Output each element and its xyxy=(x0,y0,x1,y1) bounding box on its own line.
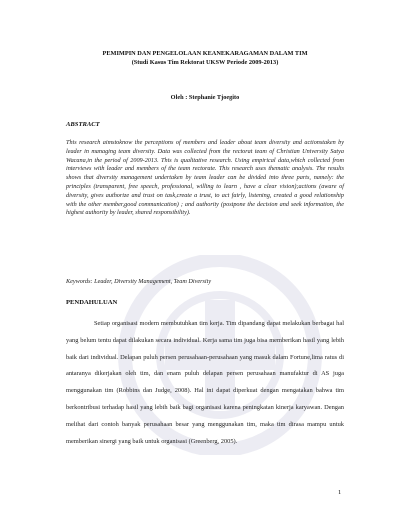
paper-title xyxy=(66,50,344,67)
abstract-heading: ABSTRACT xyxy=(66,121,100,128)
page-number: 1 xyxy=(338,489,342,496)
author-line: Oleh : Stephanie Tjoegito xyxy=(170,94,240,101)
title-line-1: PEMIMPIN DAN PENGELOLAAN KEANEKARAGAMAN DALAM TIM xyxy=(102,50,308,57)
body-paragraph: Setiap organisasi modern membutuhkan tim kerja. Tim dipandang dapat melakukan berbagai hal yang belum tentu dapat dilakukan secara individual. Kerja sama tim juga bisa memberikan hasil yang lebih baik dari individual. Delapan puluh persen perusahaan-perusahaan yang masuk dalam Fortune,lima ratus di antaranya dikerjakan oleh tim, dan enam puluh delapan persen perusahaan manufaktur di AS juga menggunakan tim (Robbins dan Judge, 2008). Hal ini dapat diperkuat dengan mengatakan bahwa tim berkontribusi terhadap hasil yang lebih baik bagi organisasi karena peningkatan kinerja karyawan. Dengan melihat dari contoh banyak perusahaan besar yang menggunakan tim, maka tim dirasa mampu untuk memberikan sinergi yang baik untuk organisasi (Greenberg, 2005). xyxy=(66,320,344,445)
keywords-line: Keywords: Leader, Diversity Management, Team Diversity xyxy=(66,278,212,285)
body-text xyxy=(66,316,344,450)
abstract-text: This research aimstoknow the perceptions of members and leader about team diversity and actionstaken by leader in managing team diversity. Data was collected from the rectorat team of Christian University Satya Wacana,in the period of 2009-2013. This is qualitative research. Using empirical data,which collected from interviews with leader and members of the team rectorate. This research uses thematic analysis. The results shows that diversity management undertaken by team leader can be divided into three parts, namely: the principles (transparent, free speech, professional, willing to learn , have a clear vision);actions (aware of diversity, gives authorize and trust on task,create a trust, to act fairly, listening, created a good relationship with the other member,good communication) ; and authority (postpone the decision and seek information, the highest authority by leader, shared responsibility). xyxy=(66,139,344,217)
title-line-2: (Studi Kasus Tim Rektorat UKSW Periode 2009-2013) xyxy=(131,58,279,66)
section-heading: PENDAHULUAN xyxy=(66,299,118,306)
